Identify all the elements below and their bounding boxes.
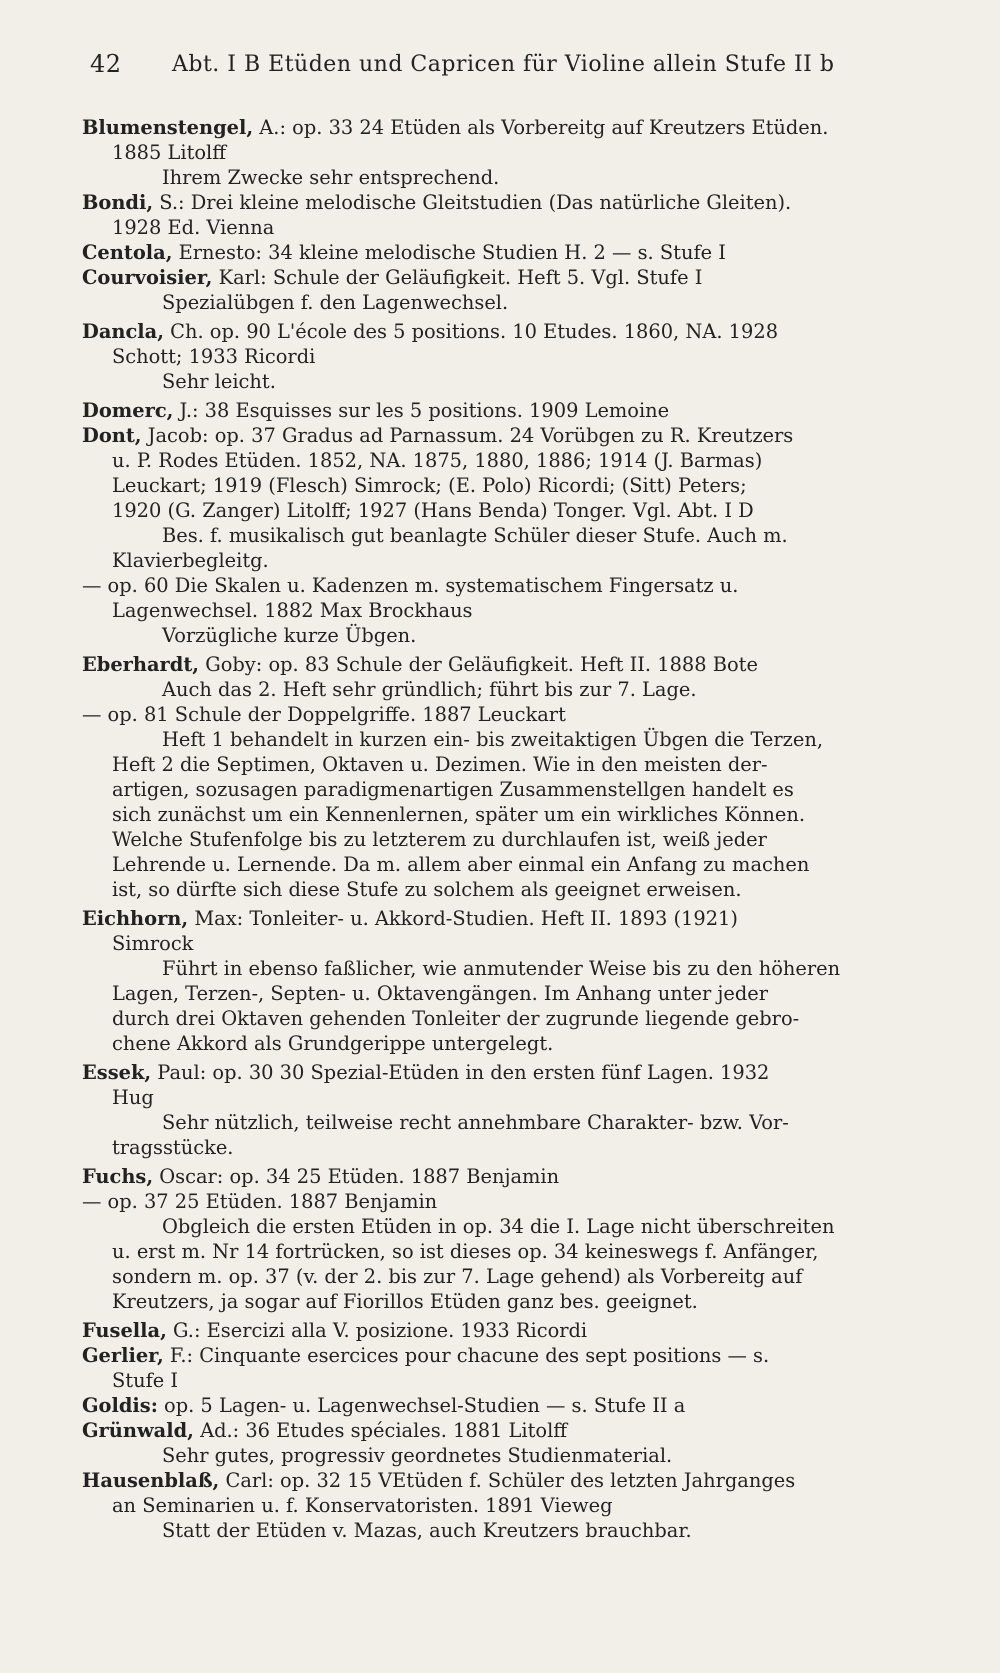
composer-name: Grünwald, (82, 1419, 194, 1442)
entry-comment: chene Akkord als Grundgerippe untergelegt. (112, 1032, 554, 1055)
entry-line: — op. 81 Schule der Doppelgriffe. 1887 Leuckart (82, 703, 566, 726)
entry-comment: Sehr nützlich, teilweise recht annehmbare Charakter- bzw. Vor- (162, 1111, 789, 1134)
entry-line: Stufe I (112, 1369, 179, 1392)
entry-line: Hausenblaß, Carl: op. 32 15 VEtüden f. Schüler des letzten Jahrganges (82, 1469, 796, 1492)
entry-comment: Lagen, Terzen-, Septen- u. Oktavengängen. Im Anhang unter jeder (112, 982, 769, 1005)
entry-line: Goldis: op. 5 Lagen- u. Lagenwechsel-Studien — s. Stufe II a (82, 1394, 686, 1417)
running-head: Abt. I B Etüden und Capricen für Violine allein Stufe II b (172, 52, 835, 77)
entry-comment: Statt der Etüden v. Mazas, auch Kreutzers brauchbar. (162, 1519, 692, 1542)
composer-name: Eichhorn, (82, 907, 189, 930)
entry-line: Dancla, Ch. op. 90 L'école des 5 positions. 10 Etudes. 1860, NA. 1928 (82, 320, 779, 343)
entry-comment: Vorzügliche kurze Übgen. (162, 624, 417, 647)
entry-line: Grünwald, Ad.: 36 Etudes spéciales. 1881 Litolff (82, 1419, 568, 1442)
composer-name: Fusella, (82, 1319, 167, 1342)
entry-comment: Auch das 2. Heft sehr gründlich; führt bis zur 7. Lage. (162, 678, 697, 701)
entry-comment: Sehr leicht. (162, 370, 276, 393)
entry-comment: sich zunächst um ein Kennenlernen, später um ein wirkliches Können. (112, 803, 806, 826)
entry-comment: Führt in ebenso faßlicher, wie anmutender Weise bis zu den höheren (162, 957, 841, 980)
entry-comment: u. erst m. Nr 14 fortrücken, so ist dieses op. 34 keineswegs f. Anfänger, (112, 1240, 819, 1263)
entry-line: Domerc, J.: 38 Esquisses sur les 5 positions. 1909 Lemoine (82, 399, 670, 422)
composer-name: Eberhardt, (82, 653, 200, 676)
entry-line: — op. 37 25 Etüden. 1887 Benjamin (82, 1190, 438, 1213)
composer-name: Dont, (82, 424, 142, 447)
composer-name: Dancla, (82, 320, 164, 343)
entry-line: Eberhardt, Goby: op. 83 Schule der Geläufigkeit. Heft II. 1888 Bote (82, 653, 758, 676)
page-header (90, 48, 900, 82)
entry-line: Gerlier, F.: Cinquante esercices pour chacune des sept positions — s. (82, 1344, 770, 1367)
entry-comment: durch drei Oktaven gehenden Tonleiter der zugrunde liegende gebro- (112, 1007, 800, 1030)
composer-name: Goldis: (82, 1394, 158, 1417)
entry-comment: Heft 2 die Septimen, Oktaven u. Dezimen. Wie in den meisten der- (112, 753, 768, 776)
entry-comment: Heft 1 behandelt in kurzen ein- bis zweitaktigen Übgen die Terzen, (162, 728, 823, 751)
page-number: 42 (90, 50, 122, 78)
entry-line: Lagenwechsel. 1882 Max Brockhaus (112, 599, 473, 622)
entry-line: an Seminarien u. f. Konservatoristen. 1891 Vieweg (112, 1494, 613, 1517)
entry-comment: Sehr gutes, progressiv geordnetes Studienmaterial. (162, 1444, 673, 1467)
entry-line: Leuckart; 1919 (Flesch) Simrock; (E. Polo) Ricordi; (Sitt) Peters; (112, 474, 747, 497)
entry-comment: ist, so dürfte sich diese Stufe zu solchem als geeignet erweisen. (112, 878, 742, 901)
entry-comment: Klavierbegleitg. (112, 549, 269, 572)
composer-name: Courvoisier, (82, 266, 213, 289)
entry-line: Fusella, G.: Esercizi alla V. posizione. 1933 Ricordi (82, 1319, 588, 1342)
composer-name: Essek, (82, 1061, 152, 1084)
entry-comment: artigen, sozusagen paradigmenartigen Zusammenstellgen handelt es (112, 778, 794, 801)
entry-line: 1885 Litolff (112, 141, 227, 164)
entry-line: Fuchs, Oscar: op. 34 25 Etüden. 1887 Benjamin (82, 1165, 560, 1188)
entry-line: Bondi, S.: Drei kleine melodische Gleitstudien (Das natürliche Gleiten). (82, 191, 792, 214)
composer-name: Bondi, (82, 191, 154, 214)
entry-line: Simrock (112, 932, 194, 955)
entry-comment: Kreutzers, ja sogar auf Fiorillos Etüden ganz bes. geeignet. (112, 1290, 698, 1313)
composer-name: Fuchs, (82, 1165, 154, 1188)
entry-line: Dont, Jacob: op. 37 Gradus ad Parnassum. 24 Vorübgen zu R. Kreutzers (82, 424, 794, 447)
composer-name: Domerc, (82, 399, 174, 422)
entry-line: Courvoisier, Karl: Schule der Geläufigkeit. Heft 5. Vgl. Stufe I (82, 266, 703, 289)
composer-name: Centola, (82, 241, 173, 264)
composer-name: Blumenstengel, (82, 116, 254, 139)
composer-name: Hausenblaß, (82, 1469, 220, 1492)
entry-list (82, 115, 922, 1543)
entry-comment: Ihrem Zwecke sehr entsprechend. (162, 166, 500, 189)
entry-line: 1920 (G. Zanger) Litolff; 1927 (Hans Benda) Tonger. Vgl. Abt. I D (112, 499, 754, 522)
entry-line: — op. 60 Die Skalen u. Kadenzen m. systematischem Fingersatz u. (82, 574, 739, 597)
entry-comment: tragsstücke. (112, 1136, 234, 1159)
composer-name: Gerlier, (82, 1344, 164, 1367)
entry-comment: Spezialübgen f. den Lagenwechsel. (162, 291, 509, 314)
entry-line: 1928 Ed. Vienna (112, 216, 275, 239)
entry-line: u. P. Rodes Etüden. 1852, NA. 1875, 1880, 1886; 1914 (J. Barmas) (112, 449, 763, 472)
entry-line: Centola, Ernesto: 34 kleine melodische Studien H. 2 — s. Stufe I (82, 241, 726, 264)
entry-comment: Obgleich die ersten Etüden in op. 34 die I. Lage nicht überschreiten (162, 1215, 835, 1238)
entry-line: Blumenstengel, A.: op. 33 24 Etüden als Vorbereitg auf Kreutzers Etüden. (82, 116, 829, 139)
entry-comment: sondern m. op. 37 (v. der 2. bis zur 7. Lage gehend) als Vorbereitg auf (112, 1265, 803, 1288)
entry-line: Hug (112, 1086, 154, 1109)
entry-comment: Welche Stufenfolge bis zu letzterem zu durchlaufen ist, weiß jeder (112, 828, 767, 851)
entry-line: Essek, Paul: op. 30 30 Spezial-Etüden in den ersten fünf Lagen. 1932 (82, 1061, 770, 1084)
entry-line: Eichhorn, Max: Tonleiter- u. Akkord-Studien. Heft II. 1893 (1921) (82, 907, 738, 930)
entry-comment: Bes. f. musikalisch gut beanlagte Schüler dieser Stufe. Auch m. (162, 524, 788, 547)
entry-comment: Lehrende u. Lernende. Da m. allem aber einmal ein Anfang zu machen (112, 853, 810, 876)
entry-line: Schott; 1933 Ricordi (112, 345, 316, 368)
